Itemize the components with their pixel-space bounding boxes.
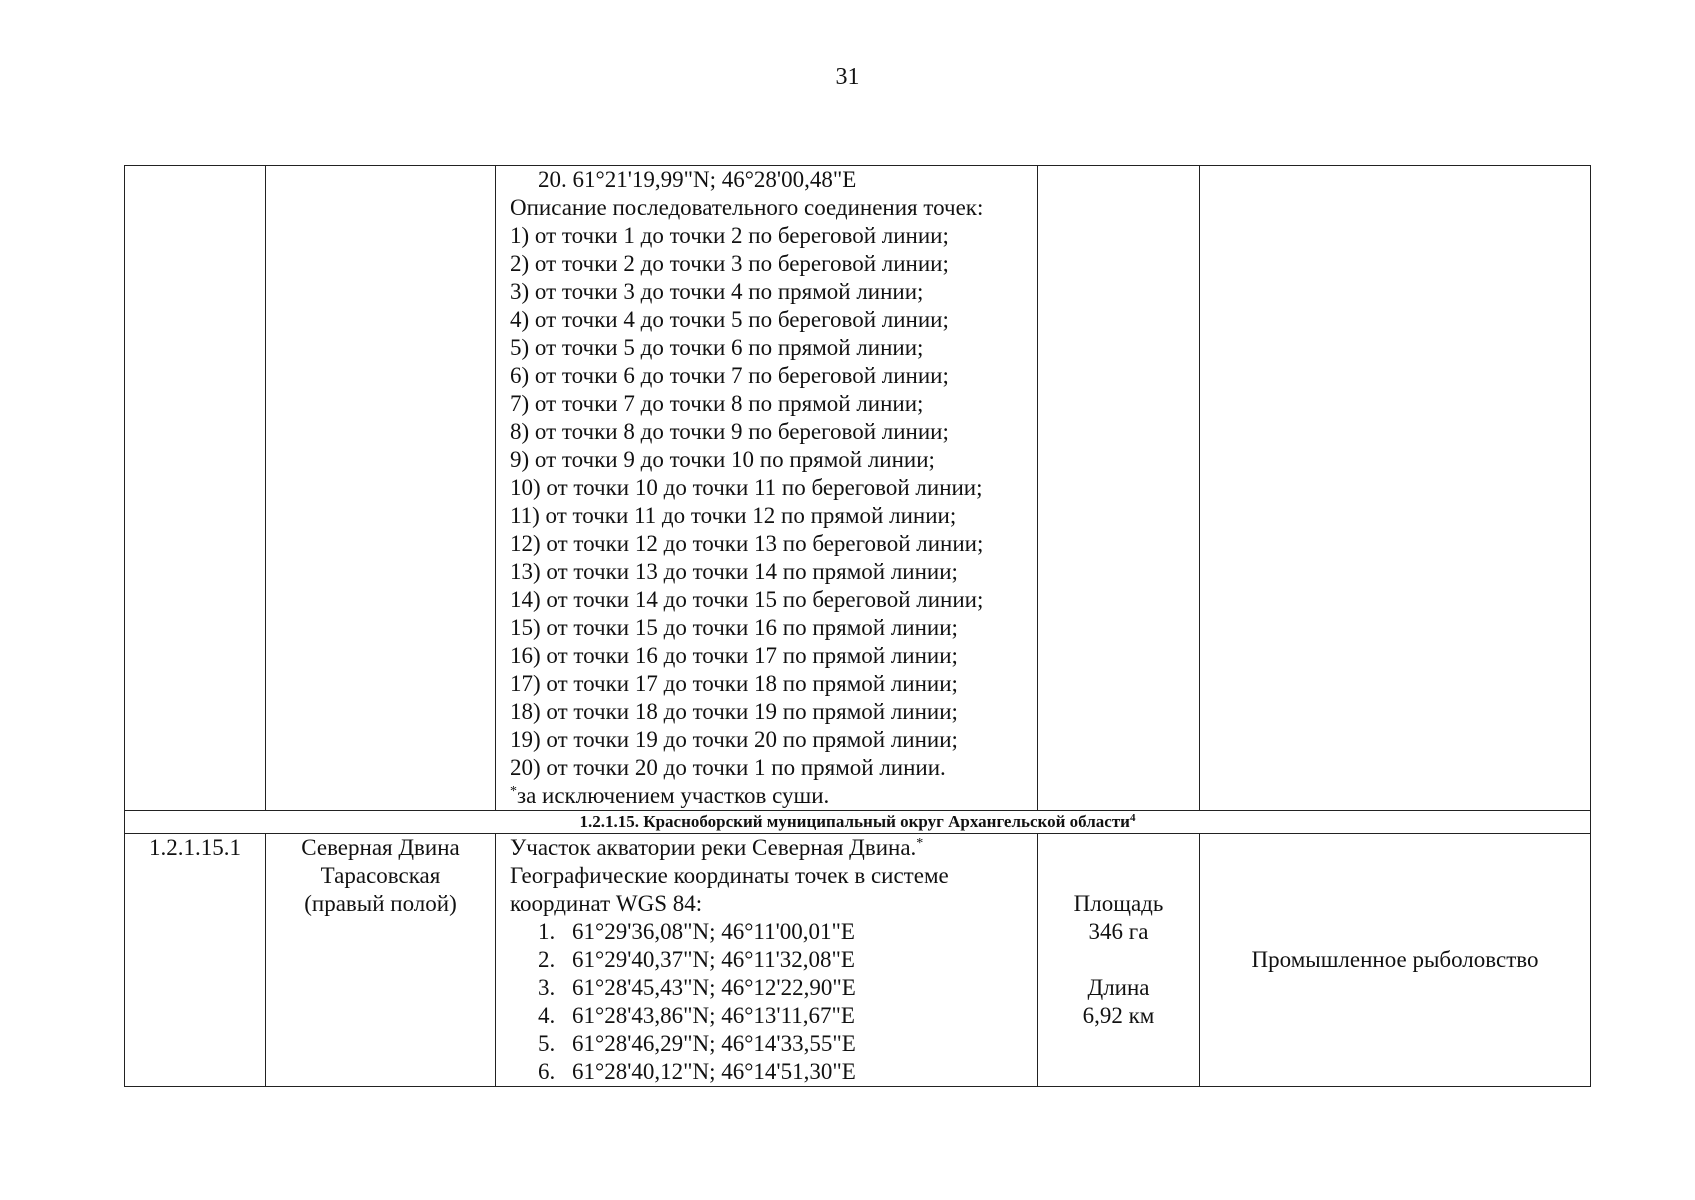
cell-description-continuation (496, 166, 1038, 811)
coordinate-value: 61°28'45,43"N; 46°12'22,90"E (572, 975, 856, 1000)
coordinate-value: 61°28'46,29"N; 46°14'33,55"E (572, 1031, 856, 1056)
connection-step: 6) от точки 6 до точки 7 по береговой линии; (510, 363, 949, 388)
coordinate-item (510, 1002, 1037, 1030)
coordinate-item (510, 1030, 1037, 1058)
cell-entry-name (266, 834, 496, 1087)
connection-step: 4) от точки 4 до точки 5 по береговой линии; (510, 307, 949, 332)
description-footnote-mark: * (916, 836, 924, 851)
entry-name-line: (правый полой) (304, 891, 457, 916)
area-value: 346 га (1088, 919, 1149, 944)
footnote-text: за исключением участков суши. (517, 783, 830, 808)
coordinate-number: 3. (538, 975, 556, 1000)
cell-entry-usage: Промышленное рыболовство (1200, 834, 1591, 1087)
connection-step: 2) от точки 2 до точки 3 по береговой линии; (510, 251, 949, 276)
cell-params-empty (1038, 166, 1200, 811)
cell-entry-number: 1.2.1.15.1 (125, 834, 266, 1087)
coordinate-value: 61°29'40,37"N; 46°11'32,08"E (572, 947, 855, 972)
entry-name-line: Северная Двина (301, 835, 460, 860)
water-areas-table (124, 165, 1591, 1087)
connection-description-heading: Описание последовательного соединения точек: (510, 195, 984, 220)
section-footnote-ref: 4 (1129, 812, 1136, 824)
connection-step: 8) от точки 8 до точки 9 по береговой линии; (510, 419, 949, 444)
coordinate-number: 4. (538, 1003, 556, 1028)
section-title-text: 1.2.1.15. Красноборский муниципальный округ Архангельской области (579, 812, 1130, 831)
area-label: Площадь (1073, 891, 1164, 916)
length-value: 6,92 км (1082, 1003, 1155, 1028)
connection-step: 15) от точки 15 до точки 16 по прямой линии; (510, 615, 958, 640)
connection-step: 14) от точки 14 до точки 15 по береговой линии; (510, 587, 984, 612)
table-row-continuation (125, 166, 1591, 811)
description-title: Участок акватории реки Северная Двина. (510, 835, 917, 860)
cell-name-empty (266, 166, 496, 811)
cell-number-empty (125, 166, 266, 811)
connection-step: 13) от точки 13 до точки 14 по прямой линии; (510, 559, 958, 584)
connection-step: 11) от точки 11 до точки 12 по прямой линии; (510, 503, 957, 528)
length-label: Длина (1087, 975, 1150, 1000)
coordinate-number: 6. (538, 1059, 556, 1084)
description-line: координат WGS 84: (510, 891, 703, 916)
coordinate-item (510, 918, 1037, 946)
footnote-mark: * (510, 784, 517, 799)
connection-step: 12) от точки 12 до точки 13 по береговой линии; (510, 531, 984, 556)
connection-step: 20) от точки 20 до точки 1 по прямой линии. (510, 755, 946, 780)
page-number: 31 (835, 64, 860, 90)
coordinate-item (510, 946, 1037, 974)
cell-usage-empty (1200, 166, 1591, 811)
connection-step: 10) от точки 10 до точки 11 по береговой линии; (510, 475, 983, 500)
connection-step: 3) от точки 3 до точки 4 по прямой линии; (510, 279, 924, 304)
coordinate-item (510, 1058, 1037, 1086)
coordinate-line: 20. 61°21'19,99"N; 46°28'00,48"E (538, 167, 857, 192)
connection-step: 5) от точки 5 до точки 6 по прямой линии; (510, 335, 924, 360)
connection-step: 7) от точки 7 до точки 8 по прямой линии; (510, 391, 924, 416)
table-row (125, 834, 1591, 1087)
coordinate-number: 2. (538, 947, 556, 972)
coordinate-value: 61°29'36,08"N; 46°11'00,01"E (572, 919, 855, 944)
connection-step: 16) от точки 16 до точки 17 по прямой линии; (510, 643, 958, 668)
connection-step: 18) от точки 18 до точки 19 по прямой линии; (510, 699, 958, 724)
footnote-line (510, 782, 1037, 810)
description-line: Географические координаты точек в системе (510, 863, 949, 888)
coordinate-number: 5. (538, 1031, 556, 1056)
coordinate-value: 61°28'40,12"N; 46°14'51,30"E (572, 1059, 856, 1084)
coordinate-value: 61°28'43,86"N; 46°13'11,67"E (572, 1003, 855, 1028)
connection-step: 1) от точки 1 до точки 2 по береговой линии; (510, 223, 949, 248)
cell-entry-description (496, 834, 1038, 1087)
entry-name-line: Тарасовская (320, 863, 441, 888)
cell-entry-parameters (1038, 834, 1200, 1087)
params-spacer (1038, 946, 1199, 974)
section-header-row (125, 811, 1591, 834)
section-title (125, 811, 1591, 834)
coordinate-number: 1. (538, 919, 556, 944)
description-title-line (510, 834, 1037, 862)
connection-step: 17) от точки 17 до точки 18 по прямой линии; (510, 671, 958, 696)
connection-step: 19) от точки 19 до точки 20 по прямой линии; (510, 727, 958, 752)
coordinate-item (510, 974, 1037, 1002)
connection-step: 9) от точки 9 до точки 10 по прямой линии; (510, 447, 935, 472)
